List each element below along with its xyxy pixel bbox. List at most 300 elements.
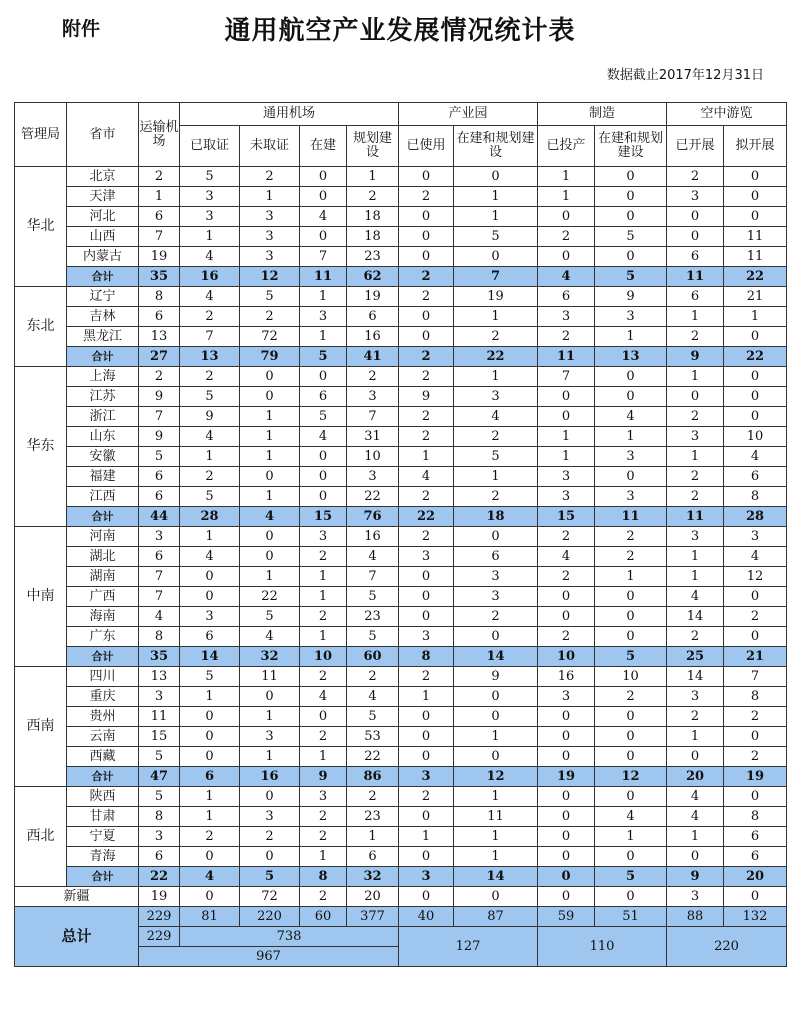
subtotal-value: 11 — [667, 267, 724, 287]
value-cell: 0 — [399, 607, 454, 627]
subtotal-label: 合计 — [67, 767, 139, 787]
value-cell: 4 — [180, 287, 240, 307]
subtotal-value: 8 — [399, 647, 454, 667]
value-cell: 6 — [667, 247, 724, 267]
value-cell: 0 — [667, 387, 724, 407]
subtotal-value: 10 — [300, 647, 347, 667]
value-cell: 0 — [399, 227, 454, 247]
value-cell: 1 — [454, 787, 538, 807]
subtotal-value: 12 — [595, 767, 667, 787]
subtotal-row — [15, 867, 787, 887]
subtotal-value: 5 — [595, 647, 667, 667]
value-cell: 3 — [300, 527, 347, 547]
value-cell: 1 — [454, 467, 538, 487]
value-cell: 2 — [538, 567, 595, 587]
value-cell: 9 — [180, 407, 240, 427]
value-cell: 2 — [724, 707, 787, 727]
value-cell: 5 — [454, 227, 538, 247]
value-cell: 1 — [667, 727, 724, 747]
value-cell: 2 — [300, 727, 347, 747]
value-cell: 7 — [347, 407, 399, 427]
value-cell: 4 — [595, 407, 667, 427]
province-cell: 河北 — [67, 207, 139, 227]
value-cell: 3 — [454, 567, 538, 587]
value-cell: 3 — [595, 487, 667, 507]
value-cell: 6 — [724, 847, 787, 867]
table-row — [15, 227, 787, 247]
value-cell: 0 — [595, 627, 667, 647]
value-cell: 2 — [180, 467, 240, 487]
value-cell: 2 — [667, 487, 724, 507]
value-cell: 0 — [724, 887, 787, 907]
value-cell: 2 — [300, 887, 347, 907]
value-cell: 1 — [240, 567, 300, 587]
subtotal-value: 5 — [240, 867, 300, 887]
subtotal-value: 4 — [180, 867, 240, 887]
value-cell: 2 — [399, 487, 454, 507]
data-cutoff-date: 数据截止2017年12月31日 — [606, 68, 764, 83]
value-cell: 0 — [595, 467, 667, 487]
value-cell: 3 — [454, 387, 538, 407]
subtotal-label: 合计 — [67, 347, 139, 367]
value-cell: 2 — [454, 607, 538, 627]
province-cell: 重庆 — [67, 687, 139, 707]
subtotal-value: 2 — [399, 267, 454, 287]
value-cell: 1 — [595, 827, 667, 847]
subtotal-label: 合计 — [67, 267, 139, 287]
value-cell: 1 — [454, 827, 538, 847]
value-cell: 0 — [180, 847, 240, 867]
value-cell: 22 — [347, 747, 399, 767]
value-cell: 4 — [667, 587, 724, 607]
value-cell: 0 — [538, 847, 595, 867]
province-cell: 河南 — [67, 527, 139, 547]
value-cell: 1 — [347, 827, 399, 847]
value-cell: 1 — [667, 547, 724, 567]
value-cell: 0 — [595, 727, 667, 747]
province-cell: 安徽 — [67, 447, 139, 467]
value-cell: 3 — [538, 487, 595, 507]
subtotal-value: 19 — [724, 767, 787, 787]
value-cell: 0 — [724, 787, 787, 807]
value-cell: 19 — [347, 287, 399, 307]
table-row — [15, 407, 787, 427]
value-cell: 2 — [595, 547, 667, 567]
value-cell: 20 — [347, 887, 399, 907]
value-cell: 2 — [595, 687, 667, 707]
value-cell: 0 — [180, 727, 240, 747]
value-cell: 0 — [399, 587, 454, 607]
col-mfg-planned: 在建和规划建设 — [595, 126, 667, 167]
value-cell: 18 — [347, 207, 399, 227]
subtotal-value: 79 — [240, 347, 300, 367]
value-cell: 1 — [300, 587, 347, 607]
value-cell: 0 — [399, 747, 454, 767]
table-row — [15, 167, 787, 187]
value-cell: 2 — [399, 407, 454, 427]
value-cell: 0 — [667, 847, 724, 867]
col-gen-uncertified: 未取证 — [240, 126, 300, 167]
value-cell: 4 — [300, 427, 347, 447]
value-cell: 2 — [667, 167, 724, 187]
province-cell: 上海 — [67, 367, 139, 387]
value-cell: 10 — [724, 427, 787, 447]
value-cell: 4 — [724, 447, 787, 467]
value-cell: 7 — [139, 587, 180, 607]
value-cell: 6 — [139, 547, 180, 567]
value-cell: 3 — [667, 887, 724, 907]
subtotal-value: 32 — [240, 647, 300, 667]
value-cell: 0 — [180, 747, 240, 767]
subtotal-value: 3 — [399, 867, 454, 887]
value-cell: 7 — [139, 567, 180, 587]
value-cell: 0 — [454, 167, 538, 187]
subtotal-value: 5 — [595, 267, 667, 287]
value-cell: 1 — [667, 367, 724, 387]
value-cell: 2 — [240, 827, 300, 847]
subtotal-label: 合计 — [67, 507, 139, 527]
subtotal-value: 8 — [300, 867, 347, 887]
province-cell: 山西 — [67, 227, 139, 247]
table-row — [15, 807, 787, 827]
subtotal-value: 76 — [347, 507, 399, 527]
col-group-air-tourism: 空中游览 — [667, 103, 787, 126]
value-cell: 0 — [399, 707, 454, 727]
value-cell: 1 — [399, 447, 454, 467]
table-row — [15, 547, 787, 567]
province-cell: 湖北 — [67, 547, 139, 567]
subtotal-value: 22 — [399, 507, 454, 527]
table-row — [15, 787, 787, 807]
value-cell: 7 — [538, 367, 595, 387]
value-cell: 2 — [399, 187, 454, 207]
value-cell: 2 — [538, 627, 595, 647]
value-cell: 0 — [538, 707, 595, 727]
subtotal-row — [15, 267, 787, 287]
value-cell: 2 — [180, 367, 240, 387]
value-cell: 1 — [240, 407, 300, 427]
subtotal-value: 0 — [538, 867, 595, 887]
value-cell: 0 — [454, 687, 538, 707]
value-cell: 1 — [300, 567, 347, 587]
value-cell: 0 — [595, 887, 667, 907]
value-cell: 72 — [240, 327, 300, 347]
total-value: 132 — [724, 907, 787, 927]
value-cell: 5 — [595, 227, 667, 247]
value-cell: 2 — [240, 307, 300, 327]
subtotal-value: 28 — [180, 507, 240, 527]
value-cell: 1 — [538, 427, 595, 447]
value-cell: 0 — [595, 847, 667, 867]
subtotal-row — [15, 647, 787, 667]
total-general-airport: 738 — [180, 927, 399, 947]
table-row — [15, 307, 787, 327]
value-cell: 2 — [667, 467, 724, 487]
value-cell: 0 — [240, 687, 300, 707]
value-cell: 0 — [724, 587, 787, 607]
bureau-cell: 华东 — [15, 367, 67, 527]
value-cell: 0 — [595, 747, 667, 767]
table-row — [15, 447, 787, 467]
value-cell: 0 — [595, 247, 667, 267]
col-group-industrial-park: 产业园 — [399, 103, 538, 126]
value-cell: 1 — [300, 847, 347, 867]
value-cell: 0 — [724, 727, 787, 747]
value-cell: 0 — [724, 187, 787, 207]
value-cell: 0 — [300, 167, 347, 187]
province-cell: 新疆 — [15, 887, 139, 907]
value-cell: 9 — [595, 287, 667, 307]
table-row — [15, 527, 787, 547]
table-row — [15, 847, 787, 867]
value-cell: 3 — [300, 787, 347, 807]
total-industrial-park: 127 — [399, 927, 538, 967]
value-cell: 0 — [595, 367, 667, 387]
col-park-used: 已使用 — [399, 126, 454, 167]
value-cell: 8 — [139, 807, 180, 827]
table-row — [15, 727, 787, 747]
value-cell: 5 — [300, 407, 347, 427]
value-cell: 2 — [399, 527, 454, 547]
value-cell: 1 — [300, 327, 347, 347]
value-cell: 0 — [724, 367, 787, 387]
subtotal-value: 12 — [240, 267, 300, 287]
value-cell: 0 — [724, 387, 787, 407]
value-cell: 1 — [180, 527, 240, 547]
value-cell: 72 — [240, 887, 300, 907]
value-cell: 0 — [180, 587, 240, 607]
value-cell: 6 — [139, 207, 180, 227]
subtotal-value: 10 — [538, 647, 595, 667]
value-cell: 3 — [240, 727, 300, 747]
subtotal-value: 16 — [180, 267, 240, 287]
value-cell: 0 — [538, 247, 595, 267]
value-cell: 19 — [139, 247, 180, 267]
total-all-airports: 967 — [139, 947, 399, 967]
value-cell: 5 — [240, 607, 300, 627]
value-cell: 14 — [667, 667, 724, 687]
value-cell: 2 — [538, 327, 595, 347]
value-cell: 0 — [399, 847, 454, 867]
value-cell: 5 — [454, 447, 538, 467]
table-row — [15, 427, 787, 447]
value-cell: 5 — [180, 667, 240, 687]
value-cell: 3 — [139, 527, 180, 547]
general-aviation-stats-table — [14, 102, 787, 967]
value-cell: 1 — [454, 307, 538, 327]
value-cell: 0 — [595, 187, 667, 207]
subtotal-value: 9 — [300, 767, 347, 787]
value-cell: 1 — [538, 447, 595, 467]
subtotal-value: 15 — [538, 507, 595, 527]
subtotal-value: 4 — [240, 507, 300, 527]
table-row — [15, 827, 787, 847]
value-cell: 3 — [595, 307, 667, 327]
value-cell: 0 — [454, 247, 538, 267]
value-cell: 2 — [139, 167, 180, 187]
value-cell: 2 — [667, 627, 724, 647]
province-cell: 江苏 — [67, 387, 139, 407]
subtotal-value: 5 — [595, 867, 667, 887]
value-cell: 6 — [347, 847, 399, 867]
value-cell: 1 — [724, 307, 787, 327]
value-cell: 13 — [139, 327, 180, 347]
value-cell: 2 — [300, 827, 347, 847]
value-cell: 22 — [240, 587, 300, 607]
value-cell: 2 — [300, 807, 347, 827]
total-value: 81 — [180, 907, 240, 927]
value-cell: 2 — [667, 707, 724, 727]
value-cell: 9 — [454, 667, 538, 687]
table-row — [15, 387, 787, 407]
subtotal-value: 18 — [454, 507, 538, 527]
value-cell: 2 — [399, 427, 454, 447]
value-cell: 2 — [347, 187, 399, 207]
value-cell: 7 — [300, 247, 347, 267]
value-cell: 3 — [399, 627, 454, 647]
table-row — [15, 587, 787, 607]
value-cell: 1 — [667, 307, 724, 327]
province-cell: 宁夏 — [67, 827, 139, 847]
subtotal-value: 27 — [139, 347, 180, 367]
value-cell: 9 — [139, 387, 180, 407]
value-cell: 23 — [347, 247, 399, 267]
value-cell: 0 — [595, 607, 667, 627]
value-cell: 3 — [240, 807, 300, 827]
province-cell: 内蒙古 — [67, 247, 139, 267]
table-row — [15, 487, 787, 507]
value-cell: 3 — [538, 687, 595, 707]
value-cell: 12 — [724, 567, 787, 587]
subtotal-value: 25 — [667, 647, 724, 667]
subtotal-value: 11 — [300, 267, 347, 287]
value-cell: 10 — [595, 667, 667, 687]
value-cell: 2 — [347, 367, 399, 387]
value-cell: 3 — [538, 467, 595, 487]
value-cell: 16 — [347, 527, 399, 547]
value-cell: 1 — [595, 427, 667, 447]
value-cell: 2 — [399, 787, 454, 807]
bureau-cell: 西南 — [15, 667, 67, 787]
value-cell: 0 — [300, 487, 347, 507]
subtotal-label: 合计 — [67, 867, 139, 887]
value-cell: 3 — [667, 427, 724, 447]
col-park-planned: 在建和规划建设 — [454, 126, 538, 167]
subtotal-value: 14 — [180, 647, 240, 667]
value-cell: 0 — [454, 627, 538, 647]
value-cell: 4 — [538, 547, 595, 567]
value-cell: 0 — [595, 787, 667, 807]
value-cell: 0 — [300, 447, 347, 467]
value-cell: 5 — [139, 747, 180, 767]
value-cell: 19 — [139, 887, 180, 907]
province-cell: 广西 — [67, 587, 139, 607]
value-cell: 2 — [667, 407, 724, 427]
value-cell: 1 — [454, 207, 538, 227]
table-row-xinjiang — [15, 887, 787, 907]
subtotal-label: 合计 — [67, 647, 139, 667]
table-row — [15, 707, 787, 727]
col-province: 省市 — [67, 103, 139, 167]
value-cell: 4 — [667, 787, 724, 807]
value-cell: 3 — [454, 587, 538, 607]
subtotal-value: 11 — [667, 507, 724, 527]
subtotal-value: 20 — [724, 867, 787, 887]
value-cell: 0 — [240, 547, 300, 567]
value-cell: 3 — [300, 307, 347, 327]
value-cell: 3 — [139, 687, 180, 707]
subtotal-value: 15 — [300, 507, 347, 527]
subtotal-value: 47 — [139, 767, 180, 787]
value-cell: 0 — [180, 567, 240, 587]
value-cell: 8 — [724, 687, 787, 707]
col-tour-open: 已开展 — [667, 126, 724, 167]
total-value: 87 — [454, 907, 538, 927]
col-gen-certified: 已取证 — [180, 126, 240, 167]
value-cell: 4 — [180, 247, 240, 267]
subtotal-value: 28 — [724, 507, 787, 527]
value-cell: 2 — [347, 667, 399, 687]
subtotal-value: 14 — [454, 647, 538, 667]
value-cell: 0 — [300, 227, 347, 247]
province-cell: 甘肃 — [67, 807, 139, 827]
table-row — [15, 327, 787, 347]
value-cell: 2 — [538, 227, 595, 247]
value-cell: 0 — [180, 887, 240, 907]
value-cell: 4 — [300, 207, 347, 227]
table-row — [15, 567, 787, 587]
total-value: 88 — [667, 907, 724, 927]
value-cell: 0 — [399, 727, 454, 747]
value-cell: 2 — [300, 667, 347, 687]
value-cell: 0 — [538, 787, 595, 807]
value-cell: 9 — [139, 427, 180, 447]
value-cell: 8 — [139, 287, 180, 307]
value-cell: 3 — [595, 447, 667, 467]
value-cell: 5 — [180, 167, 240, 187]
value-cell: 2 — [300, 547, 347, 567]
value-cell: 14 — [667, 607, 724, 627]
value-cell: 11 — [139, 707, 180, 727]
value-cell: 1 — [667, 827, 724, 847]
value-cell: 6 — [139, 847, 180, 867]
value-cell: 1 — [300, 287, 347, 307]
value-cell: 1 — [240, 487, 300, 507]
value-cell: 2 — [300, 607, 347, 627]
col-transport-airport: 运输机场 — [139, 103, 180, 167]
value-cell: 3 — [347, 467, 399, 487]
value-cell: 2 — [399, 667, 454, 687]
value-cell: 1 — [454, 367, 538, 387]
value-cell: 0 — [240, 527, 300, 547]
value-cell: 2 — [538, 527, 595, 547]
value-cell: 0 — [667, 747, 724, 767]
value-cell: 3 — [667, 687, 724, 707]
subtotal-value: 21 — [724, 647, 787, 667]
bureau-cell: 东北 — [15, 287, 67, 367]
province-cell: 山东 — [67, 427, 139, 447]
value-cell: 6 — [300, 387, 347, 407]
value-cell: 8 — [724, 807, 787, 827]
value-cell: 1 — [240, 427, 300, 447]
value-cell: 7 — [724, 667, 787, 687]
table-row — [15, 247, 787, 267]
province-cell: 江西 — [67, 487, 139, 507]
table-row — [15, 187, 787, 207]
value-cell: 5 — [240, 287, 300, 307]
value-cell: 2 — [180, 827, 240, 847]
value-cell: 3 — [180, 187, 240, 207]
